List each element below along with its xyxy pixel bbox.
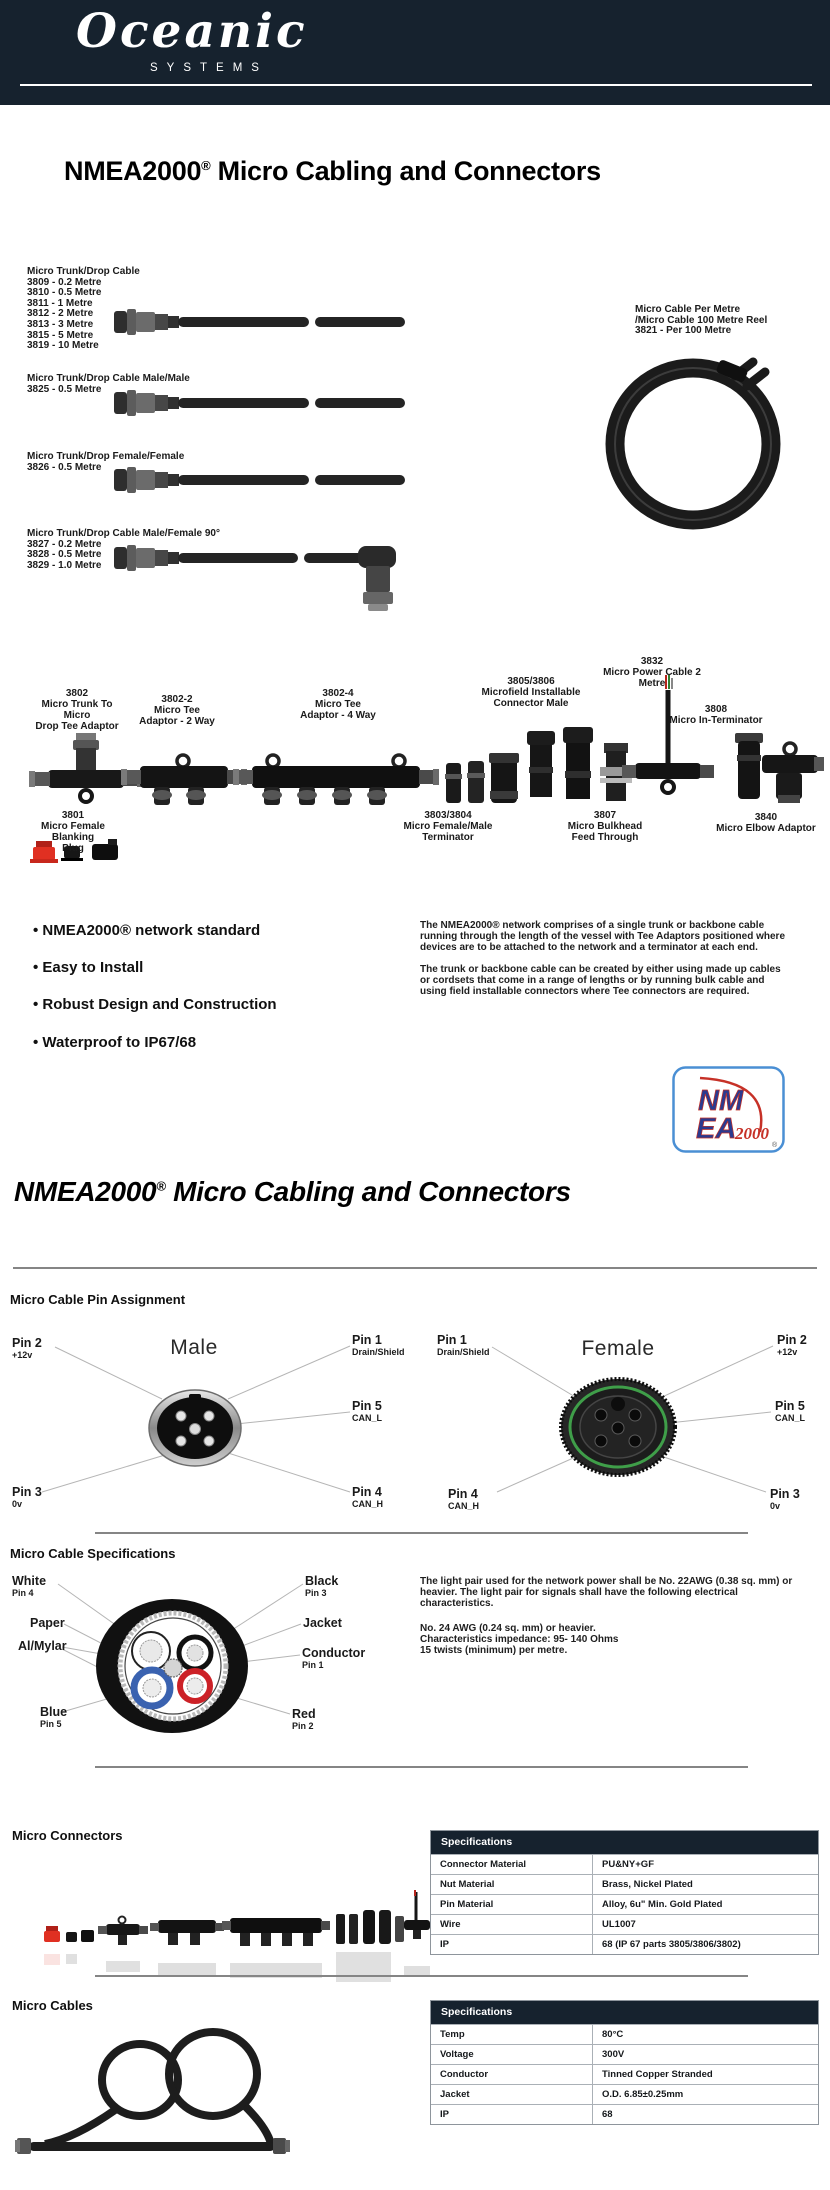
table-row: Conductor Tinned Copper Stranded [431, 2064, 818, 2084]
table-row: Jacket O.D. 6.85±0.25mm [431, 2084, 818, 2104]
nmea-logo-nm: NM [698, 1085, 744, 1117]
connector-label-3801 [23, 810, 123, 854]
jacket-label: Jacket [303, 1616, 342, 1630]
part-name-line: Metre [638, 678, 666, 689]
cable-spec-paragraph: The light pair used for the network power shall be No. 22AWG (0.38 sq. mm) or heavier. The light pair for signals shall have the following electrical characteristics. [420, 1576, 793, 1609]
cable-group-name: Micro Trunk/Drop Cable [27, 266, 140, 277]
cable-photo-female-female [112, 458, 408, 503]
cable-spec-text [420, 1577, 812, 1656]
nmea-logo-2000: 2000 [735, 1124, 769, 1143]
part-code: 3802-4 [322, 688, 354, 699]
part-code: 3802-2 [161, 694, 193, 705]
cable-part: 3810 - 0.5 Metre [27, 287, 102, 299]
table-title: Specifications [431, 2001, 818, 2024]
oceanic-logo: Oceanic [76, 4, 308, 59]
connector-label-3840 [696, 812, 830, 834]
table-title: Specifications [431, 1831, 818, 1854]
micro-cables-header: Micro Cables [12, 1998, 93, 2013]
male-pin4-label: Pin 4 CAN_H [352, 1485, 384, 1509]
intro-paragraph-1: The NMEA2000® network comprises of a single trunk or backbone cable running through the length of the vessel with Tee Adaptors positioned where devices are to be attached to the network and a terminator at each end. [420, 920, 786, 953]
reel-label-line: 3821 - Per 100 Metre [635, 325, 732, 337]
part-code: 3840 [754, 812, 778, 823]
part-name-line: Terminator [422, 832, 474, 843]
part-name-line: Micro Female/Male [403, 821, 493, 832]
pin-assignment-header: Micro Cable Pin Assignment [10, 1292, 186, 1307]
part-code: 3802 [65, 688, 89, 699]
table-row: Wire UL1007 [431, 1914, 818, 1934]
female-pin2-label: Pin 2 +12v [777, 1333, 807, 1357]
page-title-prefix: NMEA2000 [64, 156, 202, 186]
cable-photo-trunk-drop [112, 300, 408, 345]
divider [95, 1766, 748, 1768]
female-pin4-label: Pin 4 CAN_H [448, 1487, 480, 1511]
cable-spec-line: Characteristics impedance: 95- 140 Ohms [420, 1633, 619, 1645]
female-pin3-label: Pin 3 0v [770, 1487, 800, 1511]
part-code: 3808 [704, 704, 728, 715]
feature-bullet: • Easy to Install [33, 959, 143, 976]
micro-cables-photo [15, 2018, 295, 2178]
wire-black-label: Black Pin 3 [305, 1574, 339, 1598]
part-name-line: Micro Elbow Adaptor [716, 823, 816, 834]
connector-label-3807 [555, 810, 655, 843]
cable-photo-male-female-90 [112, 536, 412, 621]
male-pin1-label: Pin 1 Drain/Shield [352, 1333, 405, 1357]
table-row: Nut Material Brass, Nickel Plated [431, 1874, 818, 1894]
cable-part: 3813 - 3 Metre [27, 318, 94, 330]
table-row: Pin Material Alloy, 6u" Min. Gold Plated [431, 1894, 818, 1914]
oceanic-logo-subtitle: SYSTEMS [150, 62, 268, 74]
wire-blue-label: Blue Pin 5 [40, 1705, 68, 1729]
feature-bullet: • NMEA2000® network standard [33, 922, 260, 939]
connector-label-3808 [646, 704, 786, 726]
part-code: 3832 [640, 656, 664, 667]
registered-mark: ® [156, 1178, 166, 1194]
header-rule [20, 84, 812, 86]
female-pin1-label: Pin 1 Drain/Shield [437, 1333, 490, 1357]
cable-part: 3819 - 10 Metre [27, 340, 99, 352]
cables-spec-table [430, 2000, 819, 2125]
part-name-line: Micro Tee [154, 705, 200, 716]
cable-part: 3809 - 0.2 Metre [27, 276, 102, 288]
cable-part: 3825 - 0.5 Metre [27, 383, 102, 395]
part-name-line: Microfield Installable [481, 687, 581, 698]
cable-part: 3826 - 0.5 Metre [27, 461, 102, 473]
pin-leader-lines [0, 1330, 830, 1520]
connectors-spec-table [430, 1830, 819, 1955]
connector-label-3802-4 [288, 688, 388, 721]
table-row: Connector Material PU&NY+GF [431, 1854, 818, 1874]
cable-cross-section [95, 1598, 251, 1736]
conductor-label: Conductor Pin 1 [302, 1646, 366, 1670]
feature-bullet: • Robust Design and Construction [33, 996, 277, 1013]
male-pin2-label: Pin 2 +12v [12, 1336, 42, 1360]
cable-reel-photo [605, 360, 785, 528]
part-name-line: Micro Trunk To Micro [41, 699, 113, 721]
table-row: IP 68 [431, 2104, 818, 2124]
page-title [64, 156, 601, 187]
cable-part: 3829 - 1.0 Metre [27, 559, 102, 571]
page-title-suffix: Micro Cabling and Connectors [210, 156, 601, 186]
cable-part: 3828 - 0.5 Metre [27, 549, 102, 561]
section-title-suffix: Micro Cabling and Connectors [165, 1176, 571, 1207]
feature-bullet: • Waterproof to IP67/68 [33, 1034, 196, 1051]
cable-part: 3811 - 1 Metre [27, 297, 93, 309]
connector-lineup-photo [18, 1890, 438, 1970]
part-name-line: Feed Through [571, 832, 639, 843]
wire-red-label: Red Pin 2 [292, 1707, 316, 1731]
female-title: Female [581, 1337, 655, 1360]
wire-white-label: White Pin 4 [12, 1574, 47, 1598]
cable-photo-male-male [112, 381, 408, 426]
part-code: 3803/3804 [424, 810, 472, 821]
nmea-logo-ea: EA [696, 1113, 737, 1145]
cable-spec-header: Micro Cable Specifications [10, 1546, 176, 1561]
part-name-line: Plug [62, 843, 84, 854]
male-pin3-label: Pin 3 0v [12, 1485, 42, 1509]
paper-label: Paper [30, 1616, 65, 1630]
part-code: 3807 [593, 810, 617, 821]
connector-label-3805-3806 [471, 676, 591, 709]
registered-mark: ® [201, 158, 211, 173]
cable-part: 3827 - 0.2 Metre [27, 538, 102, 550]
table-row: IP 68 (IP 67 parts 3805/3806/3802) [431, 1934, 818, 1954]
section-title-prefix: NMEA2000 [14, 1176, 157, 1207]
part-code: 3805/3806 [507, 676, 555, 687]
nmea2000-logo [672, 1066, 785, 1153]
cable-group-name: Micro Trunk/Drop Female/Female [27, 451, 185, 462]
reel-label-line: /Micro Cable 100 Metre Reel [635, 314, 768, 326]
cable-part: 3815 - 5 Metre [27, 329, 94, 341]
nmea-logo-reg: ® [772, 1142, 778, 1149]
reel-label-line: Micro Cable Per Metre [635, 304, 741, 315]
part-name-line: Micro Power Cable 2 [603, 667, 701, 678]
part-name-line: Adaptor - 4 Way [300, 710, 376, 721]
connector-label-3832 [592, 656, 712, 689]
cable-spec-line: 15 twists (minimum) per metre. [420, 1644, 568, 1656]
cable-group-name: Micro Trunk/Drop Cable Male/Male [27, 373, 190, 384]
cable-group-name: Micro Trunk/Drop Cable Male/Female 90° [27, 528, 220, 539]
micro-connectors-header: Micro Connectors [12, 1828, 123, 1843]
divider [13, 1267, 817, 1269]
female-connector-diagram [555, 1377, 681, 1479]
table-row: Voltage 300V [431, 2044, 818, 2064]
divider [95, 1532, 748, 1534]
header-band [0, 0, 830, 105]
intro-text [420, 921, 792, 1008]
connector-label-3802-2 [127, 694, 227, 727]
part-name-line: Drop Tee Adaptor [35, 721, 119, 732]
cable-spec-line: No. 24 AWG (0.24 sq. mm) or heavier. [420, 1622, 596, 1634]
part-name-line: Micro In-Terminator [669, 715, 763, 726]
male-pin5-label: Pin 5 CAN_L [352, 1399, 383, 1423]
intro-paragraph-2: The trunk or backbone cable can be created by either using made up cables or cordsets that come in a range of lengths or by running bulk cable and using field installable connectors where Tee connectors are required. [420, 963, 781, 997]
reel-label [635, 305, 767, 337]
section-title [14, 1176, 571, 1208]
connector-label-3802 [27, 688, 127, 732]
part-name-line: Micro Bulkhead [567, 821, 643, 832]
male-connector-diagram [148, 1388, 243, 1470]
part-name-line: Connector Male [493, 698, 569, 709]
part-name-line: Micro Female Blanking [41, 821, 105, 843]
female-pin5-label: Pin 5 CAN_L [775, 1399, 806, 1423]
part-name-line: Adaptor - 2 Way [139, 716, 215, 727]
table-row: Temp 80°C [431, 2024, 818, 2044]
al-mylar-label: Al/Mylar [18, 1639, 67, 1653]
divider [95, 1975, 748, 1977]
part-code: 3801 [61, 810, 85, 821]
male-title: Male [170, 1336, 218, 1359]
connector-label-3803-3804 [398, 810, 498, 843]
cable-part: 3812 - 2 Metre [27, 308, 94, 320]
part-name-line: Micro Tee [315, 699, 361, 710]
